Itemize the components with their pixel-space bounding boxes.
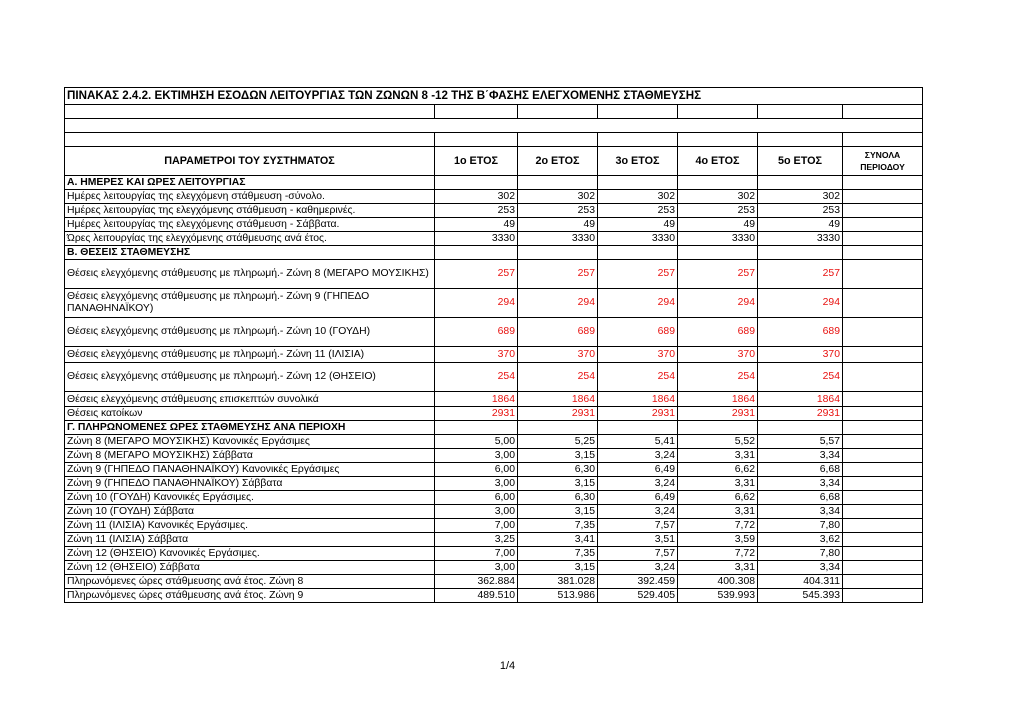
row-label: Θέσεις ελεγχόμενης στάθμευσης με πληρωμή.- Ζώνη 11 (ΙΛΙΣΙΑ)	[65, 347, 435, 363]
cell-year-3: 257	[598, 260, 678, 289]
table-row	[65, 232, 923, 246]
table-row	[65, 477, 923, 491]
cell-year-2: 1864	[518, 392, 598, 407]
cell-year-1: 370	[435, 347, 518, 363]
blank-row	[65, 119, 923, 133]
column-header-year-5: 5ο ΕΤΟΣ	[758, 147, 843, 176]
cell-total	[843, 347, 923, 363]
table-row	[65, 260, 923, 289]
row-label: Ζώνη 9 (ΓΗΠΕΔΟ ΠΑΝΑΘΗΝΑΪΚΟΥ) Κανονικές Εργάσιμες	[65, 463, 435, 477]
cell-year-3: 3,24	[598, 477, 678, 491]
cell-year-3: 689	[598, 318, 678, 347]
cell-year-4: 3,59	[678, 533, 758, 547]
cell-year-2: 6,30	[518, 491, 598, 505]
cell-total	[843, 392, 923, 407]
table-row	[65, 407, 923, 421]
row-label: Ημέρες λειτουργίας της ελεγχόμενης στάθμευση - καθημερινές.	[65, 204, 435, 218]
table-row	[65, 204, 923, 218]
cell-total	[843, 505, 923, 519]
table-row	[65, 463, 923, 477]
cell-year-5: 3,34	[758, 505, 843, 519]
section-a-title: Α. ΗΜΕΡΕΣ ΚΑΙ ΩΡΕΣ ΛΕΙΤΟΥΡΓΙΑΣ	[65, 176, 435, 190]
cell-year-3: 302	[598, 190, 678, 204]
revenue-estimate-table	[64, 87, 923, 603]
cell-year-3: 3330	[598, 232, 678, 246]
cell-total	[843, 218, 923, 232]
cell-year-3: 7,57	[598, 547, 678, 561]
cell-year-5: 254	[758, 363, 843, 392]
cell-year-5: 3,34	[758, 449, 843, 463]
cell-year-3: 7,57	[598, 519, 678, 533]
cell-year-2: 381.028	[518, 575, 598, 589]
cell-year-4: 6,62	[678, 463, 758, 477]
cell-year-4: 7,72	[678, 547, 758, 561]
cell-year-1: 3,00	[435, 477, 518, 491]
row-label: Ζώνη 12 (ΘΗΣΕΙΟ) Σάββατα	[65, 561, 435, 575]
cell-year-2: 7,35	[518, 547, 598, 561]
cell-year-4: 3,31	[678, 477, 758, 491]
cell-year-3: 253	[598, 204, 678, 218]
row-label: Θέσεις ελεγχόμενης στάθμευσης με πληρωμή.- Ζώνη 8 (ΜΕΓΑΡΟ ΜΟΥΣΙΚΗΣ)	[65, 260, 435, 289]
cell-year-5: 294	[758, 289, 843, 318]
cell-year-1: 489.510	[435, 589, 518, 603]
cell-year-1: 1864	[435, 392, 518, 407]
cell-total	[843, 491, 923, 505]
row-label: Ώρες λειτουργίας της ελεγχόμενης στάθμευσης ανά έτος.	[65, 232, 435, 246]
cell-year-5: 3330	[758, 232, 843, 246]
cell-total	[843, 289, 923, 318]
cell-year-4: 49	[678, 218, 758, 232]
cell-year-5: 545.393	[758, 589, 843, 603]
cell-year-4: 3,31	[678, 505, 758, 519]
cell-year-2: 7,35	[518, 519, 598, 533]
page-number: 1/4	[499, 660, 516, 672]
cell-total	[843, 260, 923, 289]
row-label: Πληρωνόμενες ώρες στάθμευσης ανά έτος. Ζώνη 9	[65, 589, 435, 603]
cell-year-5: 370	[758, 347, 843, 363]
cell-total	[843, 449, 923, 463]
table-row	[65, 190, 923, 204]
cell-year-4: 3,31	[678, 449, 758, 463]
cell-year-2: 6,30	[518, 463, 598, 477]
cell-year-4: 294	[678, 289, 758, 318]
cell-year-1: 3,00	[435, 561, 518, 575]
cell-year-5: 404.311	[758, 575, 843, 589]
cell-total	[843, 547, 923, 561]
table-title: ΠΙΝΑΚΑΣ 2.4.2. ΕΚΤΙΜΗΣΗ ΕΣΟΔΩΝ ΛΕΙΤΟΥΡΓΙΑΣ ΤΩΝ ΖΩΝΩΝ 8 -12 ΤΗΣ Β΄ΦΑΣΗΣ ΕΛΕΓΧΟΜΕΝΗΣ ΣΤΑΘΜΕΥΣΗΣ	[65, 88, 923, 105]
cell-year-4: 254	[678, 363, 758, 392]
cell-year-1: 302	[435, 190, 518, 204]
cell-year-4: 7,72	[678, 519, 758, 533]
cell-year-1: 7,00	[435, 519, 518, 533]
cell-year-3: 3,51	[598, 533, 678, 547]
cell-year-3: 49	[598, 218, 678, 232]
row-label: Ζώνη 10 (ΓΟΥΔΗ) Σάββατα	[65, 505, 435, 519]
cell-year-5: 3,34	[758, 477, 843, 491]
cell-year-1: 3,00	[435, 505, 518, 519]
cell-year-4: 5,52	[678, 435, 758, 449]
table-row	[65, 505, 923, 519]
cell-year-5: 253	[758, 204, 843, 218]
row-label: Ζώνη 11 (ΙΛΙΣΙΑ) Σάββατα	[65, 533, 435, 547]
row-label: Θέσεις κατοίκων	[65, 407, 435, 421]
table-row	[65, 318, 923, 347]
cell-total	[843, 204, 923, 218]
cell-total	[843, 232, 923, 246]
column-header-year-1: 1ο ΕΤΟΣ	[435, 147, 518, 176]
cell-year-5: 6,68	[758, 463, 843, 477]
table-row	[65, 435, 923, 449]
cell-year-3: 529.405	[598, 589, 678, 603]
cell-year-3: 370	[598, 347, 678, 363]
cell-year-2: 3,15	[518, 477, 598, 491]
cell-year-1: 3,25	[435, 533, 518, 547]
cell-year-1: 5,00	[435, 435, 518, 449]
cell-total	[843, 533, 923, 547]
table-row	[65, 289, 923, 318]
cell-year-1: 6,00	[435, 491, 518, 505]
cell-year-1: 689	[435, 318, 518, 347]
table-row	[65, 347, 923, 363]
row-label: Ζώνη 11 (ΙΛΙΣΙΑ) Κανονικές Εργάσιμες.	[65, 519, 435, 533]
cell-year-2: 49	[518, 218, 598, 232]
cell-year-3: 6,49	[598, 491, 678, 505]
cell-year-1: 257	[435, 260, 518, 289]
blank-row	[65, 133, 923, 147]
cell-year-1: 294	[435, 289, 518, 318]
section-c-title: Γ. ΠΛΗΡΩΝΟΜΕΝΕΣ ΩΡΕΣ ΣΤΑΘΜΕΥΣΗΣ ΑΝΑ ΠΕΡΙΟΧΗ	[65, 421, 435, 435]
cell-total	[843, 589, 923, 603]
row-label: Θέσεις ελεγχόμενης στάθμευσης με πληρωμή.- Ζώνη 12 (ΘΗΣΕΙΟ)	[65, 363, 435, 392]
column-header-params: ΠΑΡΑΜΕΤΡΟΙ ΤΟΥ ΣΥΣΤΗΜΑΤΟΣ	[65, 147, 435, 176]
cell-year-5: 7,80	[758, 547, 843, 561]
cell-year-2: 513.986	[518, 589, 598, 603]
row-label: Ζώνη 9 (ΓΗΠΕΔΟ ΠΑΝΑΘΗΝΑΪΚΟΥ) Σάββατα	[65, 477, 435, 491]
cell-year-4: 253	[678, 204, 758, 218]
row-label: Ζώνη 12 (ΘΗΣΕΙΟ) Κανονικές Εργάσιμες.	[65, 547, 435, 561]
cell-year-3: 5,41	[598, 435, 678, 449]
cell-year-3: 3,24	[598, 561, 678, 575]
section-b-title: Β. ΘΕΣΕΙΣ ΣΤΑΘΜΕΥΣΗΣ	[65, 246, 435, 260]
cell-year-2: 294	[518, 289, 598, 318]
cell-year-4: 1864	[678, 392, 758, 407]
table-row	[65, 561, 923, 575]
cell-year-5: 6,68	[758, 491, 843, 505]
cell-year-4: 539.993	[678, 589, 758, 603]
row-label: Πληρωνόμενες ώρες στάθμευσης ανά έτος. Ζώνη 8	[65, 575, 435, 589]
cell-total	[843, 363, 923, 392]
row-label: Ζώνη 8 (ΜΕΓΑΡΟ ΜΟΥΣΙΚΗΣ) Κανονικές Εργάσιμες	[65, 435, 435, 449]
cell-year-1: 49	[435, 218, 518, 232]
cell-year-1: 253	[435, 204, 518, 218]
cell-year-5: 7,80	[758, 519, 843, 533]
cell-year-3: 3,24	[598, 505, 678, 519]
cell-year-5: 689	[758, 318, 843, 347]
section-row	[65, 421, 923, 435]
cell-total	[843, 190, 923, 204]
cell-year-3: 1864	[598, 392, 678, 407]
cell-year-2: 370	[518, 347, 598, 363]
cell-year-2: 3,41	[518, 533, 598, 547]
cell-year-4: 3,31	[678, 561, 758, 575]
cell-year-2: 3330	[518, 232, 598, 246]
cell-year-3: 6,49	[598, 463, 678, 477]
table-row	[65, 589, 923, 603]
table-row	[65, 519, 923, 533]
row-label: Ζώνη 8 (ΜΕΓΑΡΟ ΜΟΥΣΙΚΗΣ) Σάββατα	[65, 449, 435, 463]
cell-year-1: 3330	[435, 232, 518, 246]
row-label: Θέσεις ελεγχόμενης στάθμευσης με πληρωμή.- Ζώνη 9 (ΓΗΠΕΔΟ ΠΑΝΑΘΗΝΑΪΚΟΥ)	[65, 289, 435, 318]
cell-year-2: 254	[518, 363, 598, 392]
cell-year-4: 370	[678, 347, 758, 363]
table-row	[65, 449, 923, 463]
column-header-year-3: 3ο ΕΤΟΣ	[598, 147, 678, 176]
table-row	[65, 363, 923, 392]
cell-year-5: 2931	[758, 407, 843, 421]
cell-year-1: 7,00	[435, 547, 518, 561]
cell-total	[843, 561, 923, 575]
cell-year-4: 2931	[678, 407, 758, 421]
table-row	[65, 547, 923, 561]
cell-year-4: 3330	[678, 232, 758, 246]
table-row	[65, 575, 923, 589]
cell-year-3: 3,24	[598, 449, 678, 463]
column-header-year-2: 2ο ΕΤΟΣ	[518, 147, 598, 176]
cell-total	[843, 318, 923, 347]
cell-year-1: 3,00	[435, 449, 518, 463]
cell-year-2: 3,15	[518, 505, 598, 519]
row-label: Ημέρες λειτουργίας της ελεγχόμενη στάθμευση -σύνολο.	[65, 190, 435, 204]
table-row	[65, 533, 923, 547]
cell-year-4: 689	[678, 318, 758, 347]
cell-total	[843, 435, 923, 449]
cell-year-1: 254	[435, 363, 518, 392]
table-row	[65, 491, 923, 505]
cell-year-5: 3,34	[758, 561, 843, 575]
section-row	[65, 176, 923, 190]
row-label: Ζώνη 10 (ΓΟΥΔΗ) Κανονικές Εργάσιμες.	[65, 491, 435, 505]
cell-year-2: 253	[518, 204, 598, 218]
cell-year-1: 2931	[435, 407, 518, 421]
cell-year-5: 1864	[758, 392, 843, 407]
table-row	[65, 218, 923, 232]
row-label: Θέσεις ελεγχόμενης στάθμευσης με πληρωμή.- Ζώνη 10 (ΓΟΥΔΗ)	[65, 318, 435, 347]
cell-total	[843, 463, 923, 477]
cell-year-2: 3,15	[518, 449, 598, 463]
table-row	[65, 392, 923, 407]
column-header-total: ΣΥΝΟΛΑ ΠΕΡΙΟΔΟΥ	[843, 147, 923, 176]
cell-year-1: 362.884	[435, 575, 518, 589]
row-label: Θέσεις ελεγχόμενης στάθμευσης επισκεπτών συνολικά	[65, 392, 435, 407]
cell-year-4: 257	[678, 260, 758, 289]
blank-row	[65, 105, 923, 119]
cell-year-2: 3,15	[518, 561, 598, 575]
cell-year-1: 6,00	[435, 463, 518, 477]
cell-year-3: 254	[598, 363, 678, 392]
cell-year-3: 2931	[598, 407, 678, 421]
cell-total	[843, 519, 923, 533]
cell-total	[843, 477, 923, 491]
cell-year-5: 302	[758, 190, 843, 204]
cell-year-2: 2931	[518, 407, 598, 421]
cell-year-5: 257	[758, 260, 843, 289]
cell-year-4: 400.308	[678, 575, 758, 589]
row-label: Ημέρες λειτουργίας της ελεγχόμενης στάθμευση - Σάββατα.	[65, 218, 435, 232]
cell-total	[843, 575, 923, 589]
cell-year-3: 392.459	[598, 575, 678, 589]
cell-year-4: 6,62	[678, 491, 758, 505]
cell-year-5: 3,62	[758, 533, 843, 547]
column-header-year-4: 4ο ΕΤΟΣ	[678, 147, 758, 176]
cell-year-2: 302	[518, 190, 598, 204]
cell-year-5: 5,57	[758, 435, 843, 449]
cell-year-2: 257	[518, 260, 598, 289]
cell-total	[843, 407, 923, 421]
cell-year-4: 302	[678, 190, 758, 204]
cell-year-5: 49	[758, 218, 843, 232]
cell-year-3: 294	[598, 289, 678, 318]
cell-year-2: 689	[518, 318, 598, 347]
cell-year-2: 5,25	[518, 435, 598, 449]
section-row	[65, 246, 923, 260]
header-row	[65, 147, 923, 176]
